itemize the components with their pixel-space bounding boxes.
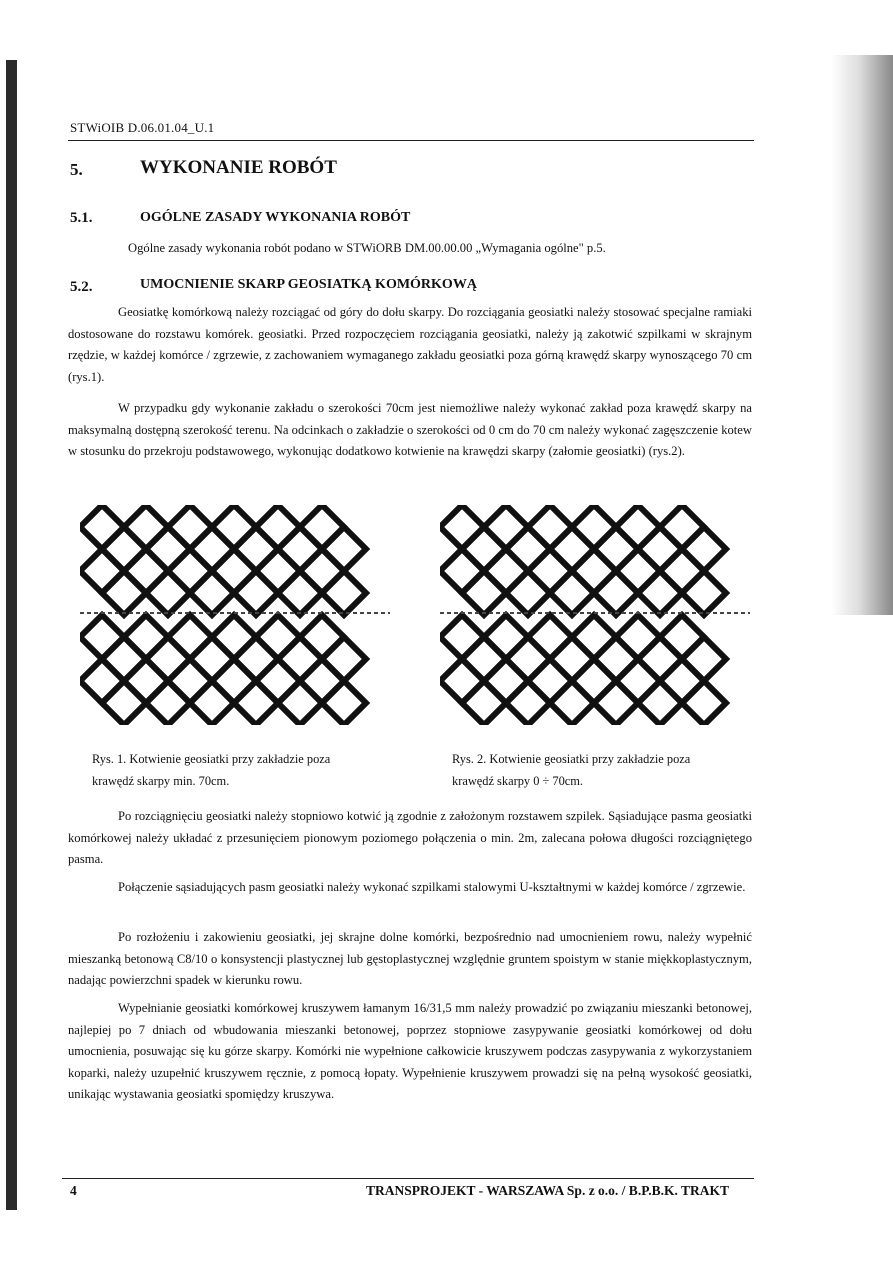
geogrid-cell: [638, 527, 682, 571]
geogrid-cell: [682, 681, 726, 725]
geogrid-cell: [616, 505, 660, 549]
geogrid-cell: [278, 527, 322, 571]
geogrid-cell: [102, 637, 146, 681]
geogrid-cell: [102, 527, 146, 571]
footer-company: TRANSPROJEKT - WARSZAWA Sp. z o.o. / B.P.B.K. TRAKT: [366, 1183, 729, 1198]
scan-left-bar: [6, 60, 17, 1210]
geogrid-cell: [638, 637, 682, 681]
geogrid-cell: [660, 549, 704, 593]
geogrid-cell: [212, 549, 256, 593]
geogrid-cell: [278, 571, 322, 615]
geogrid-cell: [322, 681, 366, 725]
geogrid-cell: [594, 681, 638, 725]
geogrid-cell: [506, 681, 550, 725]
geogrid-cell: [300, 659, 344, 703]
geogrid-cell: [638, 681, 682, 725]
geogrid-cell: [146, 527, 190, 571]
geogrid-cell: [572, 659, 616, 703]
geogrid-cell: [212, 505, 256, 549]
geogrid-cell: [322, 637, 366, 681]
geogrid-cell: [234, 527, 278, 571]
geogrid-cell: [212, 615, 256, 659]
page-number: 4: [70, 1183, 77, 1198]
geogrid-cell: [660, 505, 704, 549]
geogrid-cell: [682, 527, 726, 571]
geogrid-cell: [572, 549, 616, 593]
geogrid-cell: [506, 571, 550, 615]
section-5-1-text: Ogólne zasady wykonania robót podano w STWiORB DM.00.00.00 „Wymagania ogólne" p.5.: [128, 241, 606, 255]
geogrid-cell: [462, 527, 506, 571]
geogrid-cell: [256, 615, 300, 659]
geogrid-cell: [660, 615, 704, 659]
geogrid-cell: [440, 549, 484, 593]
geogrid-cell: [102, 681, 146, 725]
geogrid-cell: [256, 505, 300, 549]
geogrid-cell: [212, 659, 256, 703]
geogrid-cell: [462, 637, 506, 681]
geogrid-cell: [440, 615, 484, 659]
figure-2-geogrid: [440, 505, 750, 725]
geogrid-cell: [190, 681, 234, 725]
geogrid-cell: [234, 571, 278, 615]
geogrid-cell: [682, 571, 726, 615]
geogrid-cell: [168, 505, 212, 549]
section-5-2-number: 5.2.: [70, 279, 93, 295]
section-5-number: 5.: [70, 160, 83, 179]
geogrid-cell: [256, 549, 300, 593]
geogrid-mesh: [440, 505, 726, 725]
geogrid-cell: [638, 571, 682, 615]
geogrid-cell: [80, 505, 124, 549]
geogrid-cell: [550, 637, 594, 681]
geogrid-cell: [550, 527, 594, 571]
header-rule: [68, 140, 754, 141]
geogrid-cell: [594, 527, 638, 571]
section-5-title: WYKONANIE ROBÓT: [140, 157, 337, 178]
geogrid-cell: [572, 615, 616, 659]
section-5-1-title: OGÓLNE ZASADY WYKONANIA ROBÓT: [140, 210, 411, 225]
paragraph-2: W przypadku gdy wykonanie zakładu o szerokości 70cm jest niemożliwe należy wykonać zakład poza krawędź skarpy na maksymalną dostępną szerokość terenu. Na odcinkach o zakładzie o szerokości od 0 cm do 70 cm należy wykonać zagęszczenie kotew w stosunku do przekroju podstawowego, wykonując dodatkowo kotwienie na krawędzi skarpy (załomie geosiatki) (rys.2).: [68, 401, 752, 458]
geogrid-cell: [300, 549, 344, 593]
geogrid-cell: [484, 615, 528, 659]
geogrid-cell: [168, 615, 212, 659]
geogrid-cell: [234, 681, 278, 725]
geogrid-cell: [506, 527, 550, 571]
geogrid-cell: [168, 549, 212, 593]
geogrid-cell: [528, 549, 572, 593]
geogrid-cell: [190, 637, 234, 681]
geogrid-cell: [124, 505, 168, 549]
geogrid-cell: [616, 549, 660, 593]
geogrid-cell: [146, 571, 190, 615]
geogrid-cell: [462, 571, 506, 615]
geogrid-cell: [124, 549, 168, 593]
geogrid-cell: [660, 659, 704, 703]
geogrid-cell: [322, 571, 366, 615]
geogrid-cell: [168, 659, 212, 703]
geogrid-cell: [124, 615, 168, 659]
geogrid-cell: [146, 637, 190, 681]
geogrid-cell: [484, 659, 528, 703]
geogrid-cell: [124, 659, 168, 703]
geogrid-cell: [616, 659, 660, 703]
geogrid-mesh: [80, 505, 366, 725]
scan-right-shadow: [831, 55, 893, 615]
geogrid-cell: [506, 637, 550, 681]
geogrid-cell: [528, 615, 572, 659]
footer-rule: [62, 1178, 754, 1179]
figure-1-caption-line2: krawędź skarpy min. 70cm.: [92, 774, 230, 788]
figure-2-caption: [452, 748, 772, 792]
geogrid-cell: [528, 505, 572, 549]
figure-1-caption-line1: Rys. 1. Kotwienie geosiatki przy zakładzie poza: [92, 752, 331, 766]
geogrid-cell: [572, 505, 616, 549]
geogrid-cell: [322, 527, 366, 571]
geogrid-cell: [528, 659, 572, 703]
geogrid-cell: [616, 615, 660, 659]
figure-1-geogrid: [80, 505, 390, 725]
geogrid-cell: [682, 637, 726, 681]
geogrid-cell: [80, 659, 124, 703]
paragraph-5: Po rozłożeniu i zakowieniu geosiatki, jej skrajne dolne komórki, bezpośrednio nad umocnieniem rowu, należy wypełnić mieszanką betonową C8/10 o konsystencji plastycznej lub gęstoplastycznej względnie gruntem spoistym w stanie miękkoplastycznym, nadając powierzchni spadek w kierunku rowu.: [68, 930, 752, 987]
geogrid-cell: [190, 571, 234, 615]
figure-1-caption: [92, 748, 412, 792]
paragraph-3: Po rozciągnięciu geosiatki należy stopniowo kotwić ją zgodnie z założonym rozstawem szpilek. Sąsiadujące pasma geosiatki komórkowej należy układać z przesunięciem pionowym poziomego połączenia o min. 2m, zalecana połowa długości rozciągniętego pasma.: [68, 809, 752, 866]
geogrid-cell: [300, 505, 344, 549]
geogrid-cell: [278, 637, 322, 681]
geogrid-cell: [190, 527, 234, 571]
paragraph-4: Połączenie sąsiadujących pasm geosiatki należy wykonać szpilkami stalowymi U-kształtnymi w każdej komórce / zgrzewie.: [118, 880, 746, 894]
geogrid-cell: [550, 571, 594, 615]
geogrid-cell: [550, 681, 594, 725]
geogrid-cell: [594, 571, 638, 615]
geogrid-cell: [256, 659, 300, 703]
geogrid-cell: [146, 681, 190, 725]
geogrid-cell: [484, 549, 528, 593]
document-code: STWiOIB D.06.01.04_U.1: [70, 120, 215, 135]
geogrid-cell: [594, 637, 638, 681]
paragraph-1: Geosiatkę komórkową należy rozciągać od góry do dołu skarpy. Do rozciągania geosiatki należy stosować specjalne ramiaki dostosowane do rozstawu komórek. geosiatki. Przed rozpoczęciem rozciągania geosiatki, należy ją zakotwić szpilkami w skrajnym rzędzie, w każdej komórce / zgrzewie, z zachowaniem wymaganego zakładu geosiatki poza górną krawędź skarpy wynoszącego 70 cm (rys.1).: [68, 305, 752, 384]
section-5-1-number: 5.1.: [70, 210, 93, 226]
geogrid-cell: [440, 659, 484, 703]
section-5-2-title: UMOCNIENIE SKARP GEOSIATKĄ KOMÓRKOWĄ: [140, 277, 477, 292]
geogrid-cell: [80, 615, 124, 659]
geogrid-cell: [234, 637, 278, 681]
figure-2-caption-line1: Rys. 2. Kotwienie geosiatki przy zakładzie poza: [452, 752, 691, 766]
geogrid-cell: [80, 549, 124, 593]
geogrid-cell: [102, 571, 146, 615]
geogrid-cell: [300, 615, 344, 659]
geogrid-cell: [462, 681, 506, 725]
paragraph-6: Wypełnianie geosiatki komórkowej kruszywem łamanym 16/31,5 mm należy prowadzić po związaniu mieszanki betonowej, najlepiej po 7 dniach od wbudowania mieszanki betonowej, poprzez stopniowe zasypywanie geosiatki komórkowej od dołu umocnienia, posuwając się ku górze skarpy. Komórki nie wypełnione całkowicie kruszywem podczas zasypywania z wykorzystaniem koparki, należy uzupełnić kruszywem ręcznie, z pomocą łopaty. Wypełnienie kruszywem prowadzi się na pełną wysokość geosiatki, unikając wystawania geosiatki spomiędzy kruszywa.: [68, 1001, 752, 1101]
geogrid-cell: [484, 505, 528, 549]
figure-2-caption-line2: krawędź skarpy 0 ÷ 70cm.: [452, 774, 584, 788]
geogrid-cell: [440, 505, 484, 549]
geogrid-cell: [278, 681, 322, 725]
